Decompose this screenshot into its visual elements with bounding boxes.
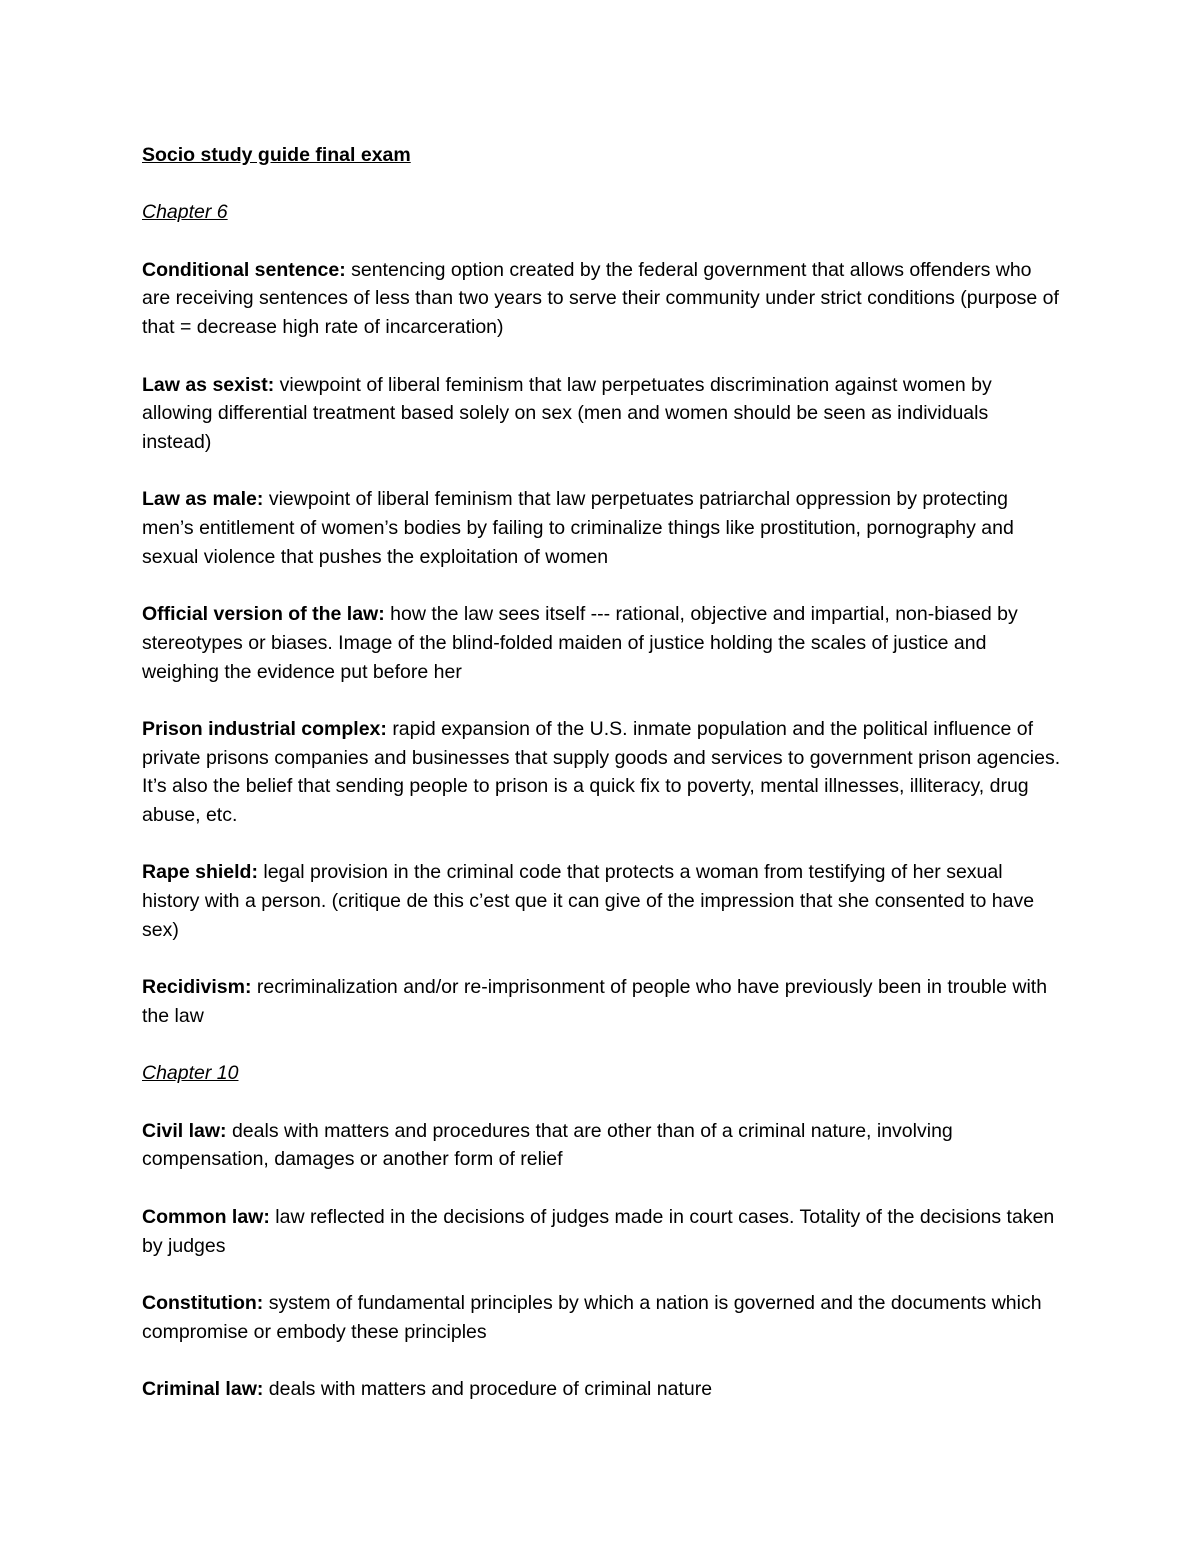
glossary-term: Law as male: [142, 488, 264, 511]
glossary-entry [142, 1117, 1062, 1174]
glossary-term: Official version of the law: [142, 603, 385, 626]
glossary-entry [142, 371, 1062, 457]
glossary-term: Recidivism: [142, 976, 252, 999]
glossary-entry [142, 858, 1062, 944]
glossary-entry [142, 715, 1062, 830]
glossary-entry [142, 1203, 1062, 1260]
document-content [142, 141, 1062, 1432]
glossary-definition: system of fundamental principles by which a nation is governed and the documents which compromise or embody these principles [142, 1291, 1042, 1343]
glossary-term: Civil law: [142, 1119, 227, 1142]
glossary-term: Prison industrial complex: [142, 717, 387, 740]
glossary-definition: recriminalization and/or re-imprisonment of people who have previously been in trouble with the law [142, 976, 1048, 1027]
glossary-definition: viewpoint of liberal feminism that law perpetuates patriarchal oppression by protecting men’s entitlement of women’s bodies by failing to criminalize things like prostitution, pornography and sexual violence that pushes the exploitation of women [142, 488, 1014, 568]
glossary-term: Common law: [142, 1205, 270, 1228]
glossary-entry [142, 1375, 1062, 1404]
glossary-term: Rape shield: [142, 861, 258, 884]
glossary-definition: viewpoint of liberal feminism that law perpetuates discrimination against women by allowing differential treatment based solely on sex (men and women should be seen as individuals instead) [142, 373, 992, 453]
chapter-heading: Chapter 10 [142, 1062, 239, 1085]
glossary-entry [142, 485, 1062, 571]
glossary-definition: deals with matters and procedure of criminal nature [268, 1378, 713, 1401]
glossary-definition: sentencing option created by the federal government that allows offenders who are receiving sentences of less than two years to serve their community under strict conditions (purpose of that = decrease high rate of incarceration) [142, 258, 1059, 339]
glossary-definition: deals with matters and procedures that are other than of a criminal nature, involving compensation, damages or another form of relief [142, 1119, 953, 1171]
document-title: Socio study guide final exam [142, 144, 411, 166]
glossary-entry [142, 1289, 1062, 1346]
glossary-definition: legal provision in the criminal code that protects a woman from testifying of her sexual history with a person. (critique de this c’est que it can give of the impression that she consented to have sex) [142, 861, 1035, 941]
section-chapter-10 [142, 1059, 1062, 1403]
glossary-term: Criminal law: [142, 1378, 264, 1401]
glossary-term: Law as sexist: [142, 373, 275, 396]
glossary-definition: law reflected in the decisions of judges made in court cases. Totality of the decisions taken by judges [142, 1205, 1055, 1257]
glossary-term: Conditional sentence: [142, 258, 346, 281]
glossary-entry [142, 256, 1062, 342]
glossary-term: Constitution: [142, 1291, 264, 1314]
glossary-entry [142, 973, 1062, 1030]
glossary-definition: how the law sees itself --- rational, objective and impartial, non-biased by stereotypes or biases. Image of the blind-folded maiden of justice holding the scales of justice and weighing the evidence put before her [142, 603, 1018, 683]
section-chapter-6 [142, 198, 1062, 1030]
glossary-entry [142, 600, 1062, 686]
chapter-heading: Chapter 6 [142, 201, 228, 224]
glossary-definition: rapid expansion of the U.S. inmate population and the political influence of private prisons companies and businesses that supply goods and services to government prison agencies. It’s also the belief that sending people to prison is a quick fix to poverty, mental illnesses, illiteracy, drug abuse, etc. [142, 717, 1061, 827]
